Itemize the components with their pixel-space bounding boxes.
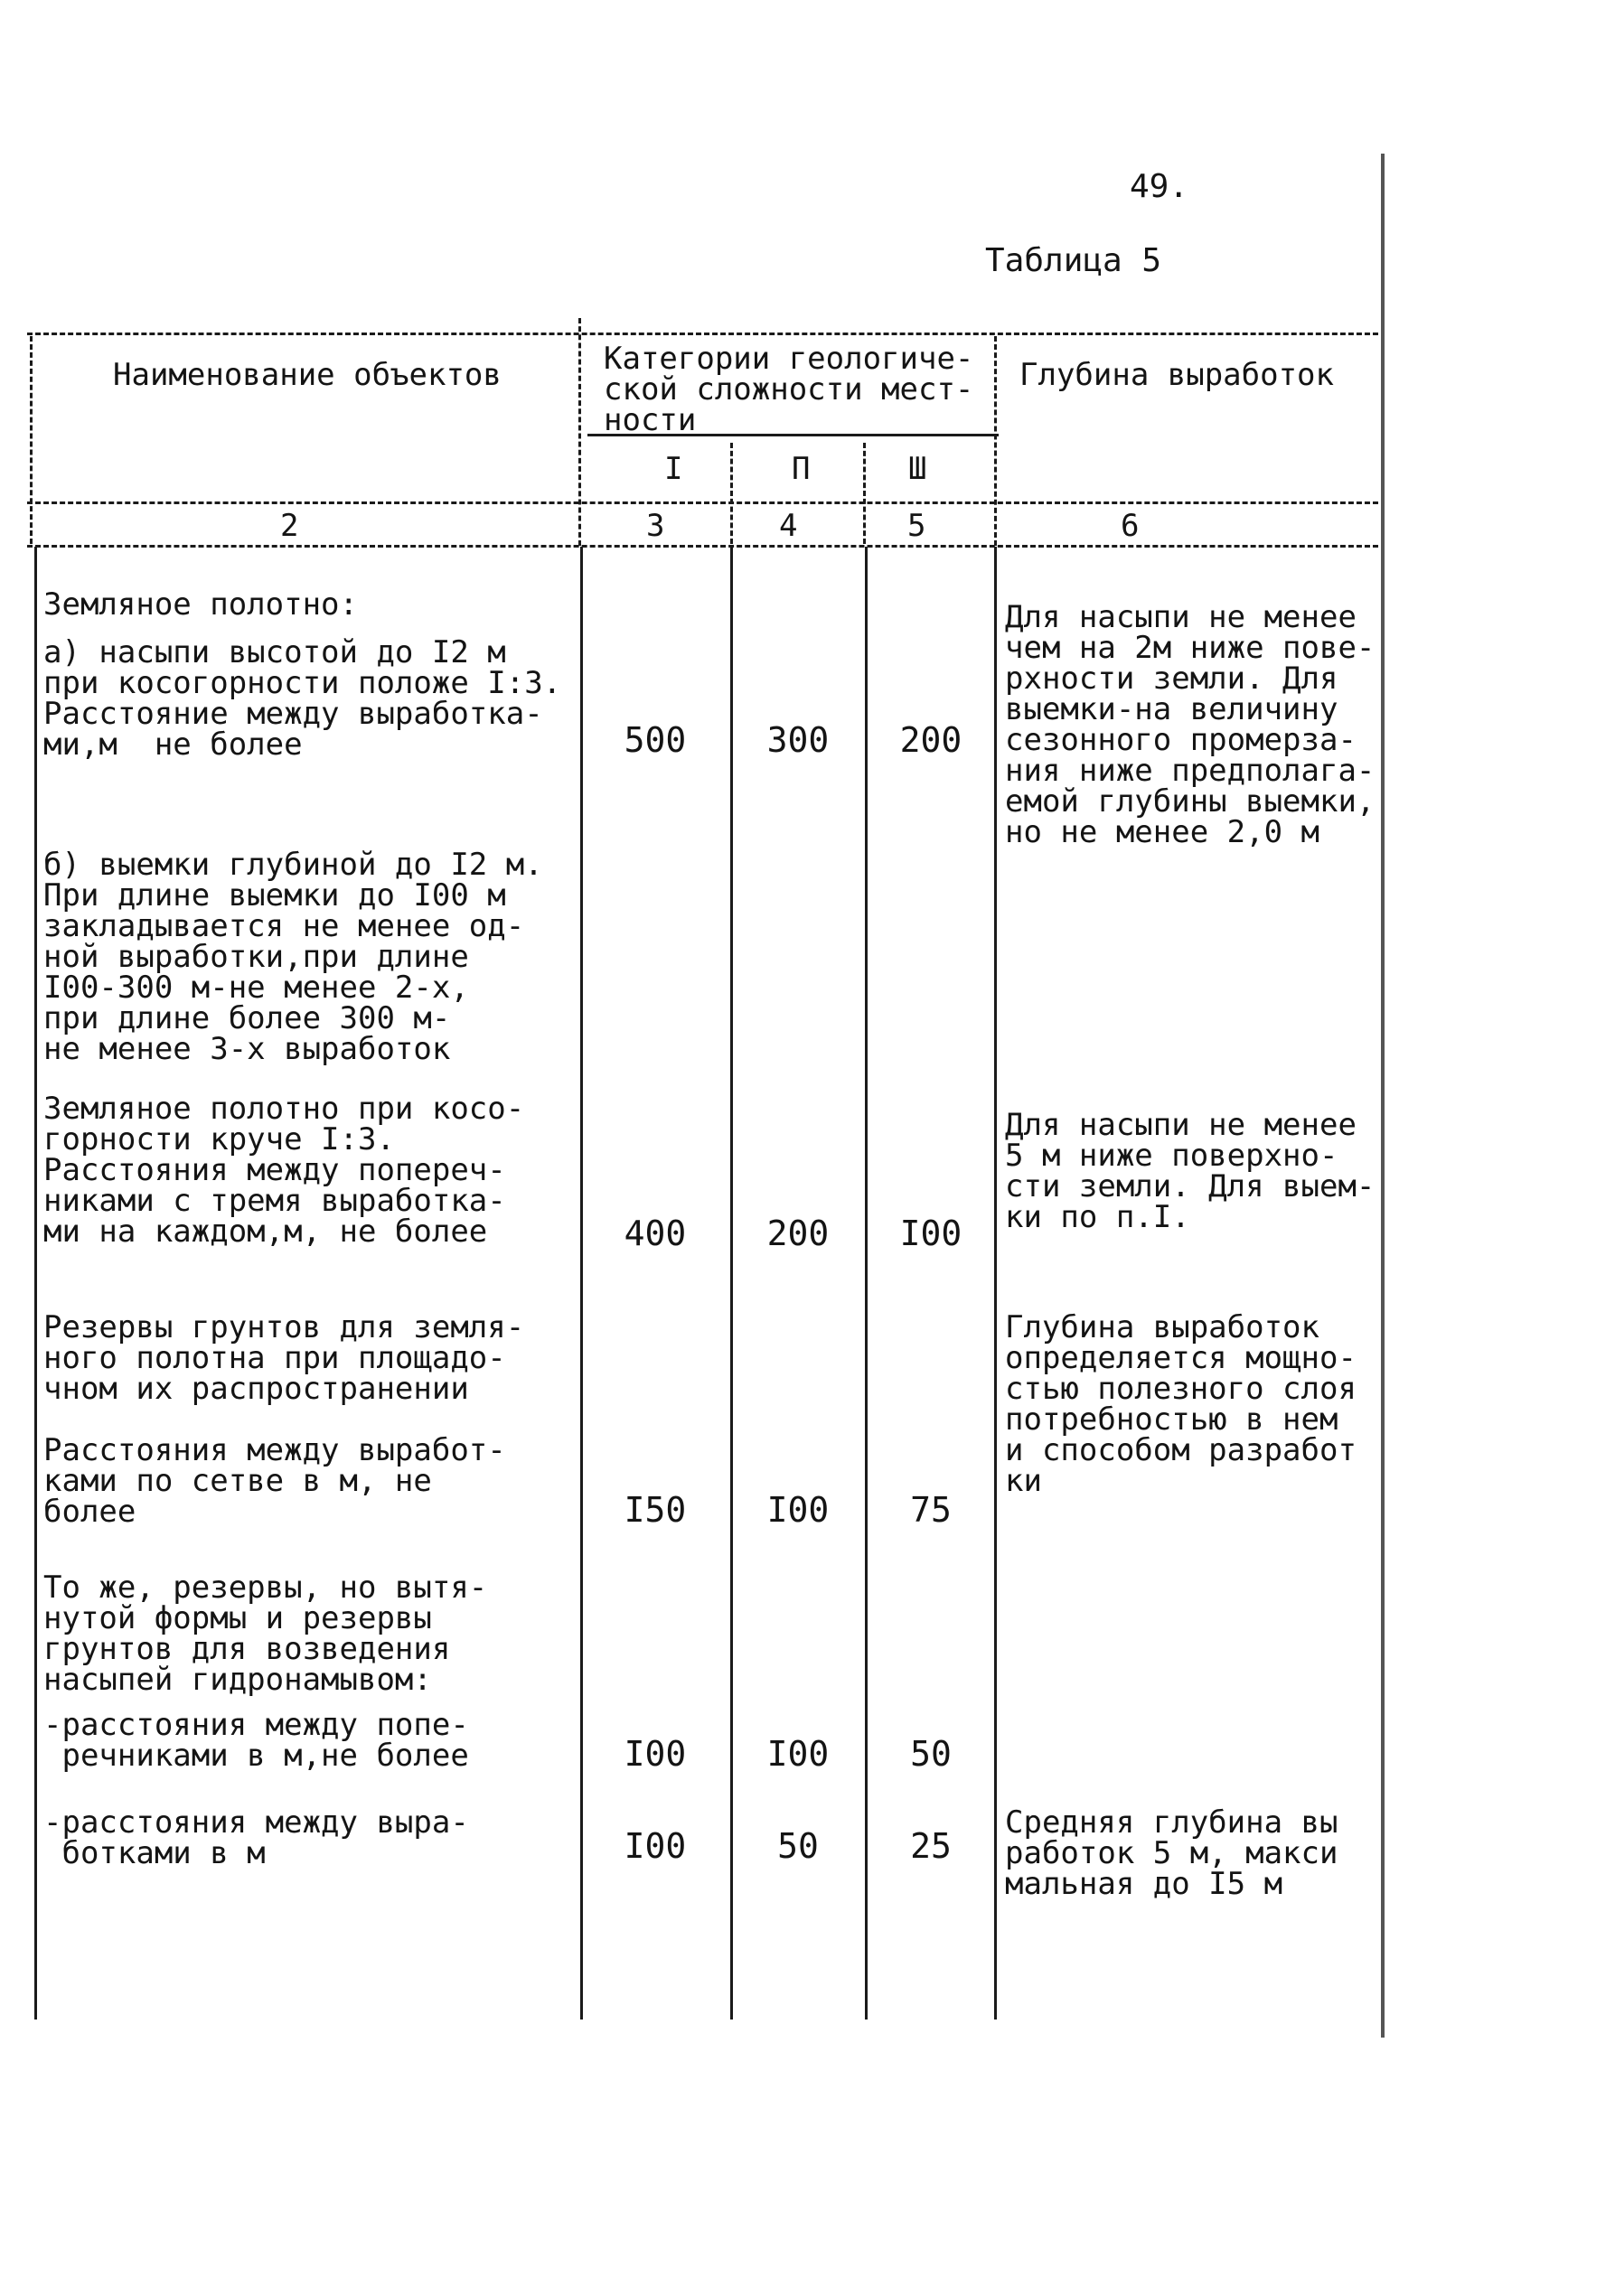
row-name: Земляное полотно при косо- горности круче I:3. Расстояния между попереч- никами с тремя выработка- ми на каждом,м, не более (43, 1091, 525, 1250)
body-sep-depth (994, 547, 997, 2020)
cell-cat2: 200 (766, 1214, 830, 1253)
body-sep-cat1 (730, 547, 733, 2020)
cell-cat2: I00 (766, 1490, 830, 1530)
row-name: Резервы грунтов для земля- ного полотна при площадо- чном их распространении (43, 1309, 525, 1407)
cell-cat2: I00 (766, 1734, 830, 1774)
header-col-categories: Категории геологиче- ской сложности мест- ности (604, 341, 974, 438)
table-caption: Таблица 5 (985, 242, 1162, 279)
header-num-4: 4 (779, 508, 798, 544)
cell-cat3: 200 (899, 720, 962, 760)
header-num-5: 5 (907, 508, 926, 544)
cell-cat2: 50 (777, 1826, 819, 1866)
body-sep-name (580, 547, 583, 2020)
header-col-depth: Глубина выработок (1019, 357, 1334, 393)
header-sep-cat2 (863, 443, 866, 544)
header-num-6: 6 (1121, 508, 1140, 544)
row-name: -расстояния между попе- речниками в м,не более (43, 1707, 469, 1774)
row-name: То же, резервы, но вытя- нутой формы и резервы грунтов для возведения насыпей гидронамывом: (43, 1570, 488, 1698)
cell-cat1: 400 (624, 1214, 687, 1253)
header-cat-I: I (664, 451, 683, 487)
header-cat-III: Ш (908, 451, 927, 487)
header-sep-cat1 (730, 443, 733, 544)
row-name: -расстояния между выра- ботками в м (43, 1804, 469, 1871)
header-num-2: 2 (280, 508, 299, 544)
cell-depth: Для насыпи не менее чем на 2м ниже пове- рхности земли. Для выемки-на величину сезонного промерза- ния ниже предполага- емой глубины выемки, но не менее 2,0 м (1005, 599, 1376, 850)
cell-cat3: 75 (910, 1490, 952, 1530)
row-subitem: а) насыпи высотой до I2 м при косогорности положе I:3. Расстояние между выработка- ми,м не более (43, 634, 562, 763)
page-number: 49. (1130, 168, 1189, 205)
body-sep-cat2 (865, 547, 868, 2020)
header-left-border (30, 336, 33, 544)
header-num-3: 3 (646, 508, 665, 544)
cell-cat1: 500 (624, 720, 687, 760)
row-name: Расстояния между выработ- ками по сетве в м, не более (43, 1432, 506, 1530)
body-left-border (34, 547, 37, 2020)
header-sep-name (578, 318, 581, 546)
row-name: Земляное полотно: (43, 586, 358, 623)
header-sep-depth (994, 336, 997, 546)
cell-cat3: I00 (899, 1214, 962, 1253)
cell-cat1: I00 (624, 1826, 687, 1866)
cell-cat3: 25 (910, 1826, 952, 1866)
cell-depth: Глубина выработок определяется мощно- стью полезного слоя потребностью в нем и способом разработ ки (1005, 1309, 1357, 1499)
cell-cat2: 300 (766, 720, 830, 760)
header-mid-rule (27, 501, 1378, 504)
cell-depth: Для насыпи не менее 5 м ниже поверхно- сти земли. Для выем- ки по п.I. (1005, 1107, 1376, 1235)
cell-depth: Средняя глубина вы работок 5 м, макси мальная до I5 м (1005, 1804, 1338, 1902)
cell-cat3: 50 (910, 1734, 952, 1774)
header-top-rule (27, 333, 1378, 335)
header-col-name: Наименование объектов (113, 357, 502, 393)
header-cat-II: П (792, 451, 811, 487)
cell-cat1: I00 (624, 1734, 687, 1774)
cell-cat1: I50 (624, 1490, 687, 1530)
header-bottom-rule (27, 545, 1378, 548)
scan-edge-line (1381, 154, 1385, 2038)
row-name: б) выемки глубиной до I2 м. При длине выемки до I00 м закладывается не менее од- ной выработки,при длине I00-300 м-не менее 2-х, при длине более 300 м- не менее 3-х выработок (43, 847, 543, 1067)
